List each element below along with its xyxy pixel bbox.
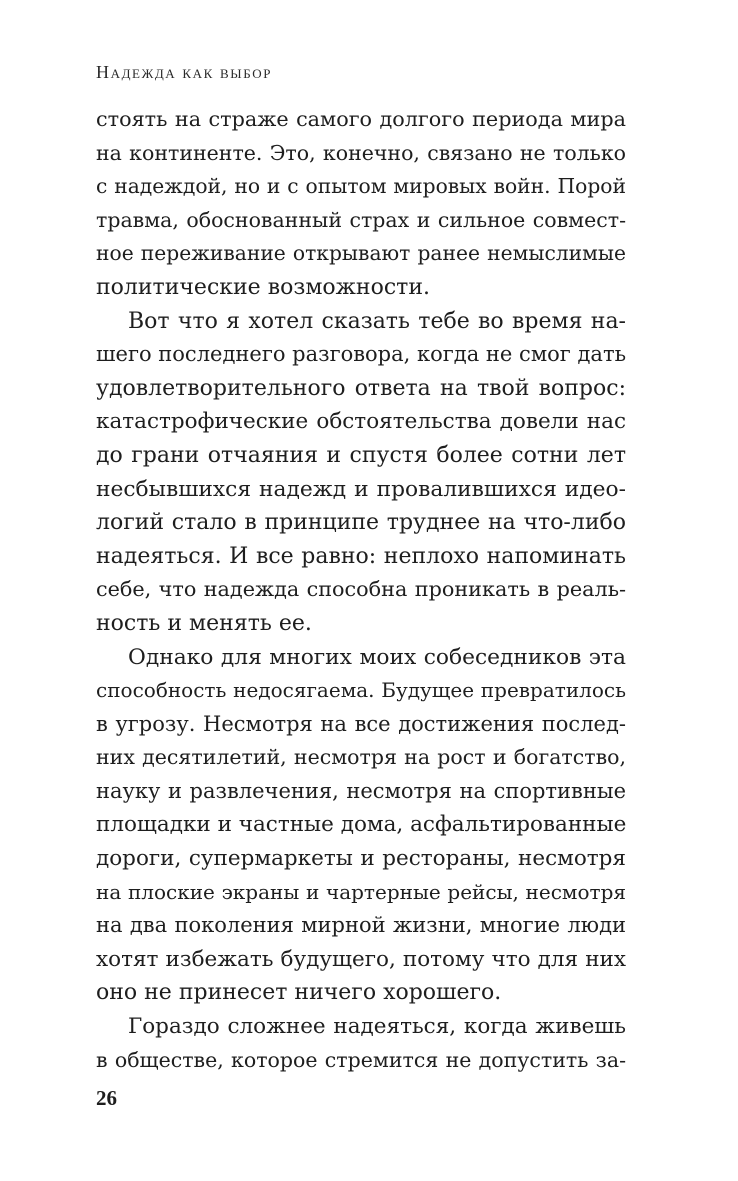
text-line: в обществе, которое стремится не допустить за- <box>96 1047 626 1072</box>
text-line: шего последнего разговора, когда не смог дать <box>96 342 626 367</box>
text-line: дороги, супермаркеты и рестораны, несмотря <box>96 846 626 872</box>
text-line: до грани отчаяния и спустя более сотни лет <box>96 442 626 468</box>
text-line: оно не принесет ничего хорошего. <box>96 980 502 1006</box>
text-line: логий стало в принципе труднее на что-либо <box>96 510 626 536</box>
text-line: ное переживание открывают ранее немыслимые <box>96 241 626 266</box>
text-line: в угрозу. Несмотря на все достижения послед- <box>96 711 626 736</box>
text-line: Гораздо сложнее надеяться, когда живешь <box>128 1014 626 1040</box>
text-line: Однако для многих моих собеседников эта <box>128 644 626 670</box>
body-text <box>96 103 626 1077</box>
text-line: на континенте. Это, конечно, связано не только <box>96 140 626 165</box>
text-line: политические возможности. <box>96 274 430 300</box>
text-line: надеяться. И все равно: неплохо напоминать <box>96 543 626 569</box>
page-number: 26 <box>96 1086 117 1110</box>
text-line: хотят избежать будущего, потому что для них <box>96 946 626 972</box>
text-line: себе, что надежда способна проникать в реаль- <box>96 577 626 602</box>
running-head: Надежда как выбор <box>96 62 273 82</box>
text-line: них десятилетий, несмотря на рост и богатство, <box>96 745 626 770</box>
text-line: травма, обоснованный страх и сильное совмест- <box>96 207 626 232</box>
text-line: удовлетворительного ответа на твой вопрос: <box>96 375 626 401</box>
text-line: на два поколения мирной жизни, многие люди <box>96 913 626 938</box>
text-line: науку и развлечения, несмотря на спортивные <box>96 778 626 803</box>
text-line: площадки и частные дома, асфальтированные <box>96 812 627 838</box>
text-line: Вот что я хотел сказать тебе во время на- <box>128 308 626 334</box>
text-line: ность и менять ее. <box>96 610 312 636</box>
text-line: на плоские экраны и чартерные рейсы, несмотря <box>96 879 626 904</box>
text-line: стоять на страже самого долгого периода мира <box>96 107 626 131</box>
text-line: с надеждой, но и с опытом мировых войн. Порой <box>96 174 626 199</box>
text-line: катастрофические обстоятельства довели нас <box>96 409 626 435</box>
text-line: несбывшихся надежд и провалившихся идео- <box>96 476 626 502</box>
text-line: способность недосягаема. Будущее превратилось <box>96 678 626 703</box>
